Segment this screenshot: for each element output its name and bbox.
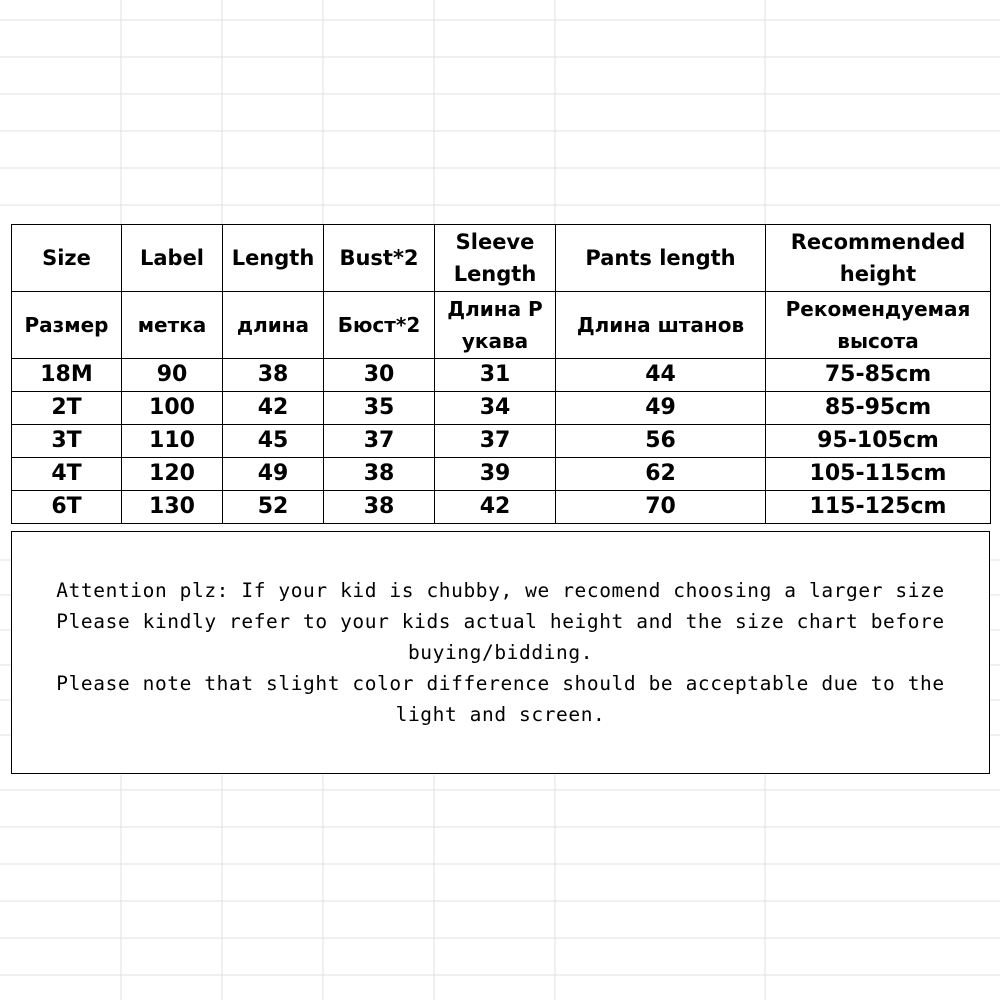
- table-row: [12, 359, 991, 392]
- cell-label: 100: [122, 392, 223, 425]
- table-row: [12, 491, 991, 524]
- cell-label: 110: [122, 425, 223, 458]
- header-recommended-height: Recommended height: [766, 225, 991, 292]
- header-sleeve-length-ru: Длина Р укава: [435, 292, 556, 359]
- cell-length: 45: [223, 425, 324, 458]
- table-row: [12, 425, 991, 458]
- cell-recommended-height: 85-95cm: [766, 392, 991, 425]
- cell-length: 38: [223, 359, 324, 392]
- note-attention: Attention plz: If your kid is chubby, we recomend choosing a larger size: [56, 579, 945, 602]
- header-label-ru: метка: [122, 292, 223, 359]
- cell-size: 3T: [12, 425, 122, 458]
- header-size-ru: Размер: [12, 292, 122, 359]
- cell-label: 90: [122, 359, 223, 392]
- cell-bust: 38: [324, 458, 435, 491]
- cell-sleeve-length: 37: [435, 425, 556, 458]
- header-row-russian: [12, 292, 991, 359]
- size-chart-table: [11, 224, 991, 524]
- cell-recommended-height: 115-125cm: [766, 491, 991, 524]
- header-bust-ru: Бюст*2: [324, 292, 435, 359]
- header-label: Label: [122, 225, 223, 292]
- cell-bust: 38: [324, 491, 435, 524]
- cell-label: 130: [122, 491, 223, 524]
- cell-length: 52: [223, 491, 324, 524]
- cell-recommended-height: 105-115cm: [766, 458, 991, 491]
- cell-pants-length: 70: [556, 491, 766, 524]
- cell-size: 6T: [12, 491, 122, 524]
- cell-pants-length: 56: [556, 425, 766, 458]
- cell-label: 120: [122, 458, 223, 491]
- table-row: [12, 458, 991, 491]
- table-row: [12, 392, 991, 425]
- cell-bust: 30: [324, 359, 435, 392]
- header-size: Size: [12, 225, 122, 292]
- header-pants-length: Pants length: [556, 225, 766, 292]
- cell-size: 4T: [12, 458, 122, 491]
- cell-sleeve-length: 31: [435, 359, 556, 392]
- notes-box: [11, 531, 990, 774]
- header-length-ru: длина: [223, 292, 324, 359]
- cell-pants-length: 49: [556, 392, 766, 425]
- header-pants-length-ru: Длина штанов: [556, 292, 766, 359]
- cell-pants-length: 44: [556, 359, 766, 392]
- cell-length: 49: [223, 458, 324, 491]
- header-sleeve-length: Sleeve Length: [435, 225, 556, 292]
- cell-bust: 37: [324, 425, 435, 458]
- cell-size: 2T: [12, 392, 122, 425]
- cell-bust: 35: [324, 392, 435, 425]
- cell-recommended-height: 75-85cm: [766, 359, 991, 392]
- cell-sleeve-length: 42: [435, 491, 556, 524]
- header-row-english: [12, 225, 991, 292]
- cell-sleeve-length: 39: [435, 458, 556, 491]
- note-refer-height: Please kindly refer to your kids actual height and the size chart before buying/bidding.: [56, 610, 945, 664]
- cell-pants-length: 62: [556, 458, 766, 491]
- cell-size: 18M: [12, 359, 122, 392]
- cell-length: 42: [223, 392, 324, 425]
- cell-recommended-height: 95-105cm: [766, 425, 991, 458]
- header-bust: Bust*2: [324, 225, 435, 292]
- header-recommended-height-ru: Рекомендуемая высота: [766, 292, 991, 359]
- header-length: Length: [223, 225, 324, 292]
- note-color-difference: Please note that slight color difference should be acceptable due to the light and screen.: [56, 672, 945, 726]
- cell-sleeve-length: 34: [435, 392, 556, 425]
